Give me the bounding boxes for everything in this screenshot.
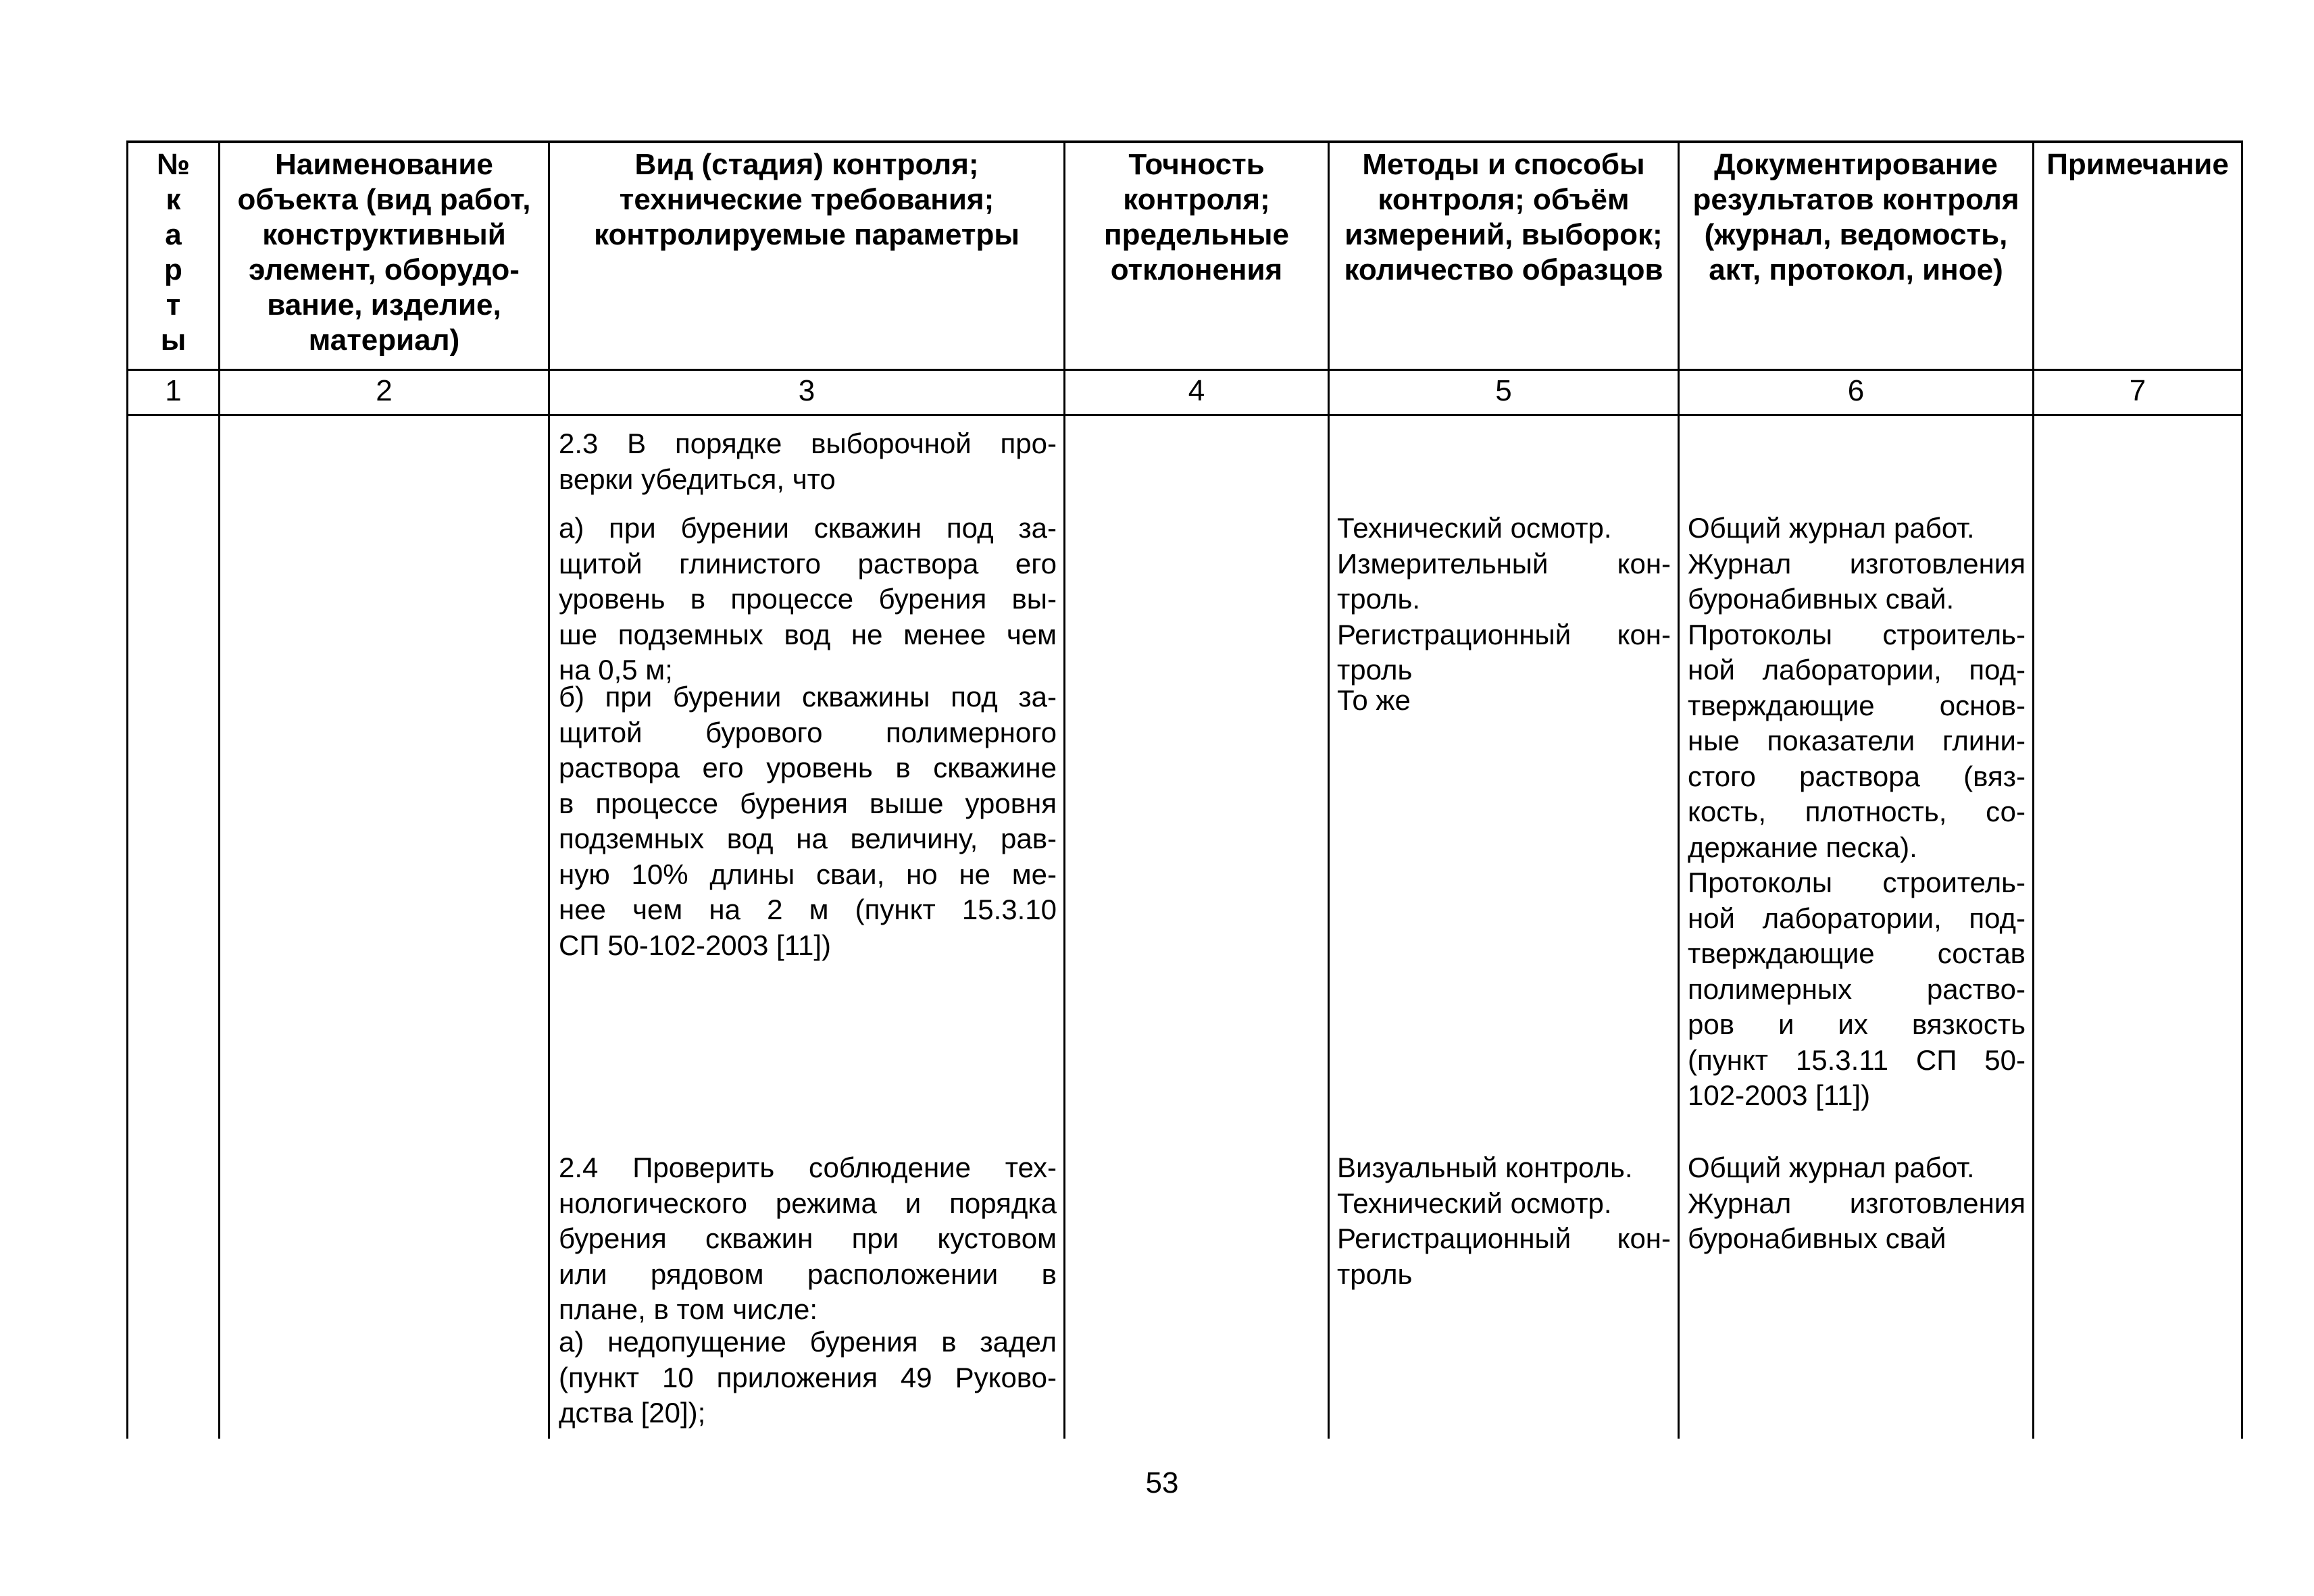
column-divider [1328,140,1330,1439]
methods-2-3-b: То же [1337,684,1411,716]
documentation-2-4: Общий журнал работ. Журнал изготовления буронабивных свай [1688,1152,2026,1254]
column-number-1: 1 [165,374,182,407]
item-2-3-a: а) при бурении скважин под за- щитой глинистого раствора его уровень в процессе бурения вы- ше подземных вод не менее чем на 0,5 м; [559,512,1057,686]
header-col-note: Примечание [2046,148,2229,181]
item-2-3-b: б) при бурении скважины под за- щитой бурового полимерного раствора его уровень в скважине в процессе бурения выше уровня подземных вод на величину, рав- ную 10% длины сваи, но не ме- нее чем на 2 м (пункт 15.3.10 СП 50-102-2003 [11]) [559,681,1057,961]
methods-2-3: Технический осмотр. Измерительный кон- троль. Регистрационный кон- троль [1337,512,1671,686]
header-col-object: Наименование объекта (вид работ, конструктивный элемент, оборудо- вание, изделие, материал) [237,148,531,357]
header-col-methods: Методы и способы контроля; объём измерений, выборок; количество образцов [1344,148,1663,286]
documentation-2-3: Общий журнал работ. Журнал изготовления буронабивных свай. Протоколы строитель- ной лаборатории, под- тверждающие основ- ные показатели глини- стого раствора (вяз- кость, плотность, со- держание песка). Протоколы строитель- ной лаборатории, под- тверждающие состав полимерных раство- ров и их вязкость (пункт 15.3.11 СП 50- 102-2003 [11]) [1688,512,2026,1111]
number-row-bottom-line [126,414,2243,416]
header-col-documentation: Документирование результатов контроля (журнал, ведомость, акт, протокол, иное) [1692,148,2019,286]
header-bottom-line [126,369,2243,371]
column-number-4: 4 [1188,374,1205,407]
column-divider [1063,140,1065,1439]
header-col-number: № к а р т ы [156,148,191,357]
table-top-border [126,140,2243,143]
column-divider [548,140,550,1439]
column-number-7: 7 [2129,374,2146,407]
methods-2-4: Визуальный контроль. Технический осмотр. Регистрационный кон- троль [1337,1152,1671,1290]
item-2-4-intro: 2.4 Проверить соблюдение тех- нологического режима и порядка бурения скважин при кустовом или рядовом расположении в плане, в том числе: [559,1152,1057,1325]
page-number: 53 [1145,1466,1179,1499]
item-2-3-intro: 2.3 В порядке выборочной про- верки убедиться, что [559,428,1057,495]
table-right-border [2241,140,2243,1439]
control-table [126,140,2243,1439]
column-number-2: 2 [376,374,393,407]
column-divider [1678,140,1680,1439]
column-number-5: 5 [1495,374,1512,407]
header-col-control-type: Вид (стадия) контроля; технические требования; контролируемые параметры [594,148,1020,251]
header-col-accuracy: Точность контроля; предельные отклонения [1104,148,1289,286]
column-number-3: 3 [798,374,815,407]
column-divider [2032,140,2034,1439]
column-number-6: 6 [1847,374,1865,407]
item-2-4-a: а) недопущение бурения в задел (пункт 10 приложения 49 Руково- дства [20]); [559,1326,1057,1428]
